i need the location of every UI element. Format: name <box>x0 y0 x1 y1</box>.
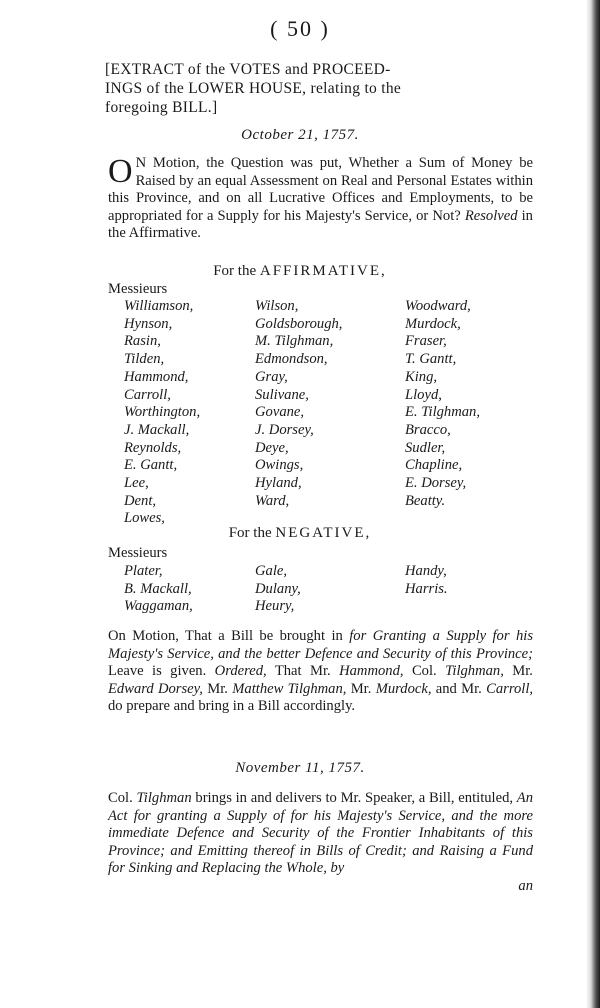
date-november: November 11, 1757. <box>235 760 365 776</box>
member-name: Lee, <box>124 475 149 491</box>
member-name: Sudler, <box>405 439 446 456</box>
catchword: an <box>518 877 533 894</box>
motion-text: N Motion, the Question was put, Whether a Sum of Money be Raised by an equal Assessment on Real and Personal Estates within this Province, and on all Lucrative Offices and Employments, to be appropriated for a Supply for his Majesty's Service, or Not? <box>108 155 533 224</box>
member-name: Carroll, <box>124 386 171 403</box>
member-name: King, <box>405 368 438 385</box>
member-name: Lowes, <box>124 510 165 527</box>
member-name: Woodward, <box>405 298 471 314</box>
member-name: Deye, <box>255 439 289 456</box>
member-name: B. Mackall, <box>124 580 192 597</box>
member-name: Waggaman, <box>124 598 193 615</box>
member-name: Hammond, <box>124 368 189 385</box>
text-run: and Mr. <box>435 680 482 697</box>
italic-run: Tilghman <box>136 790 192 806</box>
member-name: Ward, <box>255 492 290 509</box>
member-name: Rasin, <box>124 333 161 350</box>
member-name: Goldsborough, <box>255 315 343 332</box>
extract-heading <box>105 60 535 117</box>
negative-heading-pre: For the <box>228 525 272 541</box>
bill-title: An Act for granting a Supply of for his Majesty's Service, and the more immediate Defence and Security of the Frontier Inhabitants of this Province; and Emitting thereof in Bills of Credit; and Raising a Fund for Sinking and Replacing the Whole, by <box>108 790 533 877</box>
negative-messieurs: Messieurs <box>108 545 168 561</box>
italic-run: for Granting a Supply for his Majesty's Service, and the better Defence and Security of this Province; <box>108 628 533 662</box>
member-name: Chapline, <box>405 457 463 474</box>
member-name: Dent, <box>124 492 157 509</box>
member-name: M. Tilghman, <box>255 333 334 350</box>
member-name: Lloyd, <box>405 386 442 403</box>
member-name: Hyland, <box>255 475 302 491</box>
heading-line-3: foregoing BILL.] <box>105 99 218 116</box>
text-run: Mr. <box>512 663 533 680</box>
drop-cap: O <box>108 153 133 190</box>
text-run: Col. <box>108 790 133 806</box>
member-name: E. Gantt, <box>124 457 178 474</box>
italic-run: Hammond, <box>339 663 404 680</box>
italic-run: Tilghman, <box>445 663 504 680</box>
member-name: Worthington, <box>124 404 201 421</box>
member-name: Gray, <box>255 368 288 385</box>
member-name: Fraser, <box>405 333 447 350</box>
text-run: brings in and delivers to Mr. Speaker, a Bill, entituled, <box>195 790 514 806</box>
member-name: T. Gantt, <box>405 351 457 368</box>
page-binding-edge <box>586 0 600 1008</box>
motion-text-end: in the Affirmative. <box>108 207 533 242</box>
italic-run: Carroll, <box>486 680 534 697</box>
italic-run: Murdock, <box>375 680 432 697</box>
member-name: Dulany, <box>255 580 301 597</box>
member-name: E. Dorsey, <box>405 475 467 491</box>
member-name: E. Tilghman, <box>405 404 481 421</box>
heading-line-1: [EXTRACT of the VOTES and PROCEED- <box>105 61 391 78</box>
member-name: Reynolds, <box>124 439 182 456</box>
text-run: Mr. <box>350 680 372 697</box>
member-name: Plater, <box>124 563 163 579</box>
member-name: J. Mackall, <box>124 421 190 438</box>
affirmative-messieurs: Messieurs <box>108 281 168 297</box>
member-name: Gale, <box>255 563 288 579</box>
member-name: Handy, <box>405 563 447 579</box>
member-name: Williamson, <box>124 298 194 314</box>
member-name: Govane, <box>255 404 305 421</box>
negative-heading-caps: NEGATIVE, <box>275 525 372 541</box>
member-name: Edmondson, <box>255 351 328 368</box>
motion-paragraph <box>108 155 533 243</box>
member-name: Murdock, <box>405 315 461 332</box>
member-name: Wilson, <box>255 298 299 314</box>
affirmative-heading-pre: For the <box>213 263 257 279</box>
member-name: Owings, <box>255 457 304 474</box>
member-name: Tilden, <box>124 351 165 368</box>
member-name: Heury, <box>255 598 295 615</box>
text-run: That Mr. <box>274 663 331 680</box>
affirmative-heading-caps: AFFIRMATIVE, <box>259 263 387 279</box>
page-number: ( 50 ) <box>270 16 330 41</box>
member-name: J. Dorsey, <box>255 421 314 438</box>
negative-heading <box>0 525 600 542</box>
text-run: Leave is given. <box>108 663 207 680</box>
text-run: Col. <box>411 663 437 680</box>
member-name: Bracco, <box>405 421 451 438</box>
text-run: do prepare and bring in a Bill accordingly. <box>108 698 356 715</box>
italic-run: Edward Dorsey, <box>108 680 203 697</box>
member-name: Hynson, <box>124 315 173 332</box>
date-october: October 21, 1757. <box>241 127 359 143</box>
resolved-word: Resolved <box>464 207 518 224</box>
bill-delivery-paragraph <box>108 790 533 896</box>
member-name: Harris. <box>405 580 448 597</box>
heading-line-2: INGS of the LOWER HOUSE, relating to the <box>105 80 402 97</box>
italic-run: Ordered, <box>214 663 267 680</box>
member-name: Beatty. <box>405 492 446 509</box>
italic-run: Matthew Tilghman, <box>232 680 347 697</box>
bill-motion-paragraph <box>108 628 533 716</box>
member-name: Sulivane, <box>255 386 309 403</box>
text-run: On Motion, That a Bill be brought in <box>108 628 343 644</box>
affirmative-heading <box>0 263 600 280</box>
text-run: Mr. <box>207 680 228 697</box>
